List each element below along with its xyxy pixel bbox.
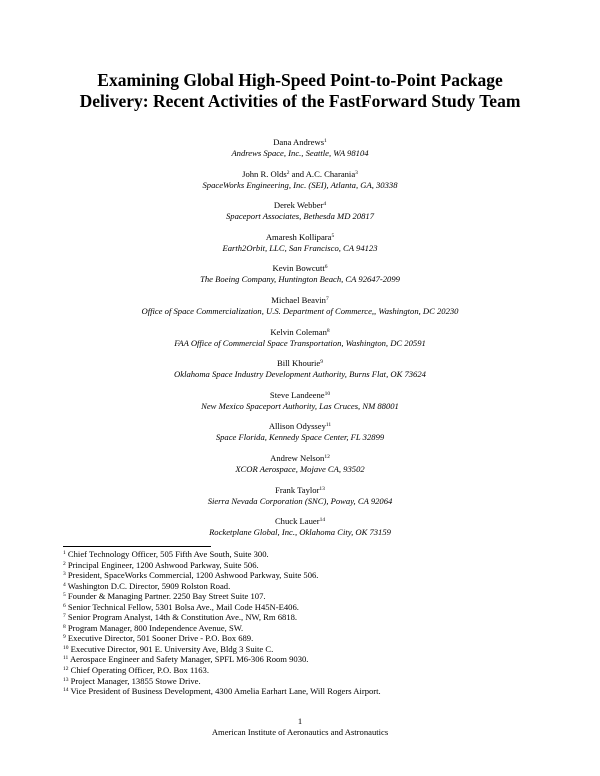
author-block [0,327,600,359]
footnote: $^{10}$ Executive Director, 901 E. University Ave, Bldg 3 Suite C. [63,643,274,654]
paper-title [0,70,600,112]
author-list [0,137,600,548]
author-name: Dana Andrews$^1$ [273,137,327,147]
author-block [0,295,600,327]
author-block [0,453,600,485]
footnote: $^{11}$ Aerospace Engineer and Safety Manager, SPFL M6-306 Room 9030. [63,654,309,665]
author-block [0,390,600,422]
author-affiliation: Office of Space Commercialization, U.S. Department of Commerce,, Washington, DC 20230 [141,305,459,316]
footnote: $^7$ Senior Program Analyst, 14th & Constitution Ave., NW, Rm 6818. [63,612,298,623]
footnote: $^8$ Program Manager, 800 Independence Avenue, SW. [63,622,244,633]
footnote: $^4$ Washington D.C. Director, 5909 Rolston Road. [63,580,231,591]
author-block [0,232,600,264]
author-affiliation: New Mexico Spaceport Authority, Las Cruces, NM 88001 [201,400,399,411]
footnote-divider [63,546,211,547]
author-affiliation: Spaceport Associates, Bethesda MD 20817 [225,211,375,222]
author-affiliation: Oklahoma Space Industry Development Authority, Burns Flat, OK 73624 [174,369,426,380]
author-block [0,516,600,548]
author-name: Allison Odyssey$^{11}$ [268,421,332,432]
author-affiliation: The Boeing Company, Huntington Beach, CA 92647-2099 [200,274,400,285]
author-name: Steve Landeene$^{10}$ [269,389,331,400]
author-affiliation: FAA Office of Commercial Space Transportation, Washington, DC 20591 [174,337,426,348]
author-affiliation: Sierra Nevada Corporation (SNC), Poway, CA 92064 [207,495,393,506]
author-name: Frank Taylor$^{13}$ [275,484,325,495]
author-block [0,263,600,295]
author-affiliation: Andrews Space, Inc., Seattle, WA 98104 [231,148,369,158]
author-name: Bill Khourie$^9$ [277,358,323,369]
footnote: $^5$ Founder & Managing Partner. 2250 Bay Street Suite 107. [63,591,266,602]
footnote-list [63,549,563,697]
author-affiliation: Earth2Orbit, LLC, San Francisco, CA 94123 [222,242,378,253]
footer-organization: American Institute of Aeronautics and Astronautics [211,727,389,737]
author-name: John R. Olds$^2$ and A.C. Charania$^3$ [242,168,358,179]
author-affiliation: Space Florida, Kennedy Space Center, FL 32899 [215,432,385,443]
author-block [0,358,600,390]
footnote: $^{14}$ Vice President of Business Development, 4300 Amelia Earhart Lane, Will Rogers Airport. [63,686,381,697]
footnote: $^{13}$ Project Manager, 13855 Stowe Drive. [63,675,201,686]
author-affiliation: XCOR Aerospace, Mojave CA, 93502 [235,463,365,474]
footnote: $^2$ Principal Engineer, 1200 Ashwood Parkway, Suite 506. [63,559,259,570]
author-affiliation: Rocketplane Global, Inc., Oklahoma City, OK 73159 [209,527,391,538]
author-block [0,485,600,517]
footnote: $^6$ Senior Technical Fellow, 5301 Bolsa Ave., Mail Code H45N-E406. [63,601,299,612]
author-block [0,200,600,232]
author-name: Derek Webber$^4$ [273,200,327,211]
author-name: Kelvin Coleman$^8$ [270,326,330,337]
author-name: Amaresh Kollipara$^5$ [265,231,335,242]
footnote: $^3$ President, SpaceWorks Commercial, 1200 Ashwood Parkway, Suite 506. [63,570,319,581]
title-line-1: Examining Global High-Speed Point-to-Point Package [97,70,503,90]
author-name: Andrew Nelson$^{12}$ [270,452,330,463]
title-line-2: Delivery: Recent Activities of the FastForward Study Team [79,91,521,111]
author-block [0,169,600,201]
author-name: Michael Beavin$^7$ [271,294,329,305]
author-block [0,137,600,169]
footnote: $^{12}$ Chief Operating Officer, P.O. Box 1163. [63,665,209,676]
author-block [0,421,600,453]
page-number: 1 [297,716,303,726]
footnote: $^1$ Chief Technology Officer, 505 Fifth Ave South, Suite 300. [63,549,269,559]
author-name: Kevin Bowcutt$^6$ [272,263,328,274]
author-affiliation: SpaceWorks Engineering, Inc. (SEI), Atlanta, GA, 30338 [202,179,398,190]
footnote: $^9$ Executive Director, 501 Sooner Drive - P.O. Box 689. [63,633,254,644]
author-name: Chuck Lauer$^{14}$ [274,516,326,527]
